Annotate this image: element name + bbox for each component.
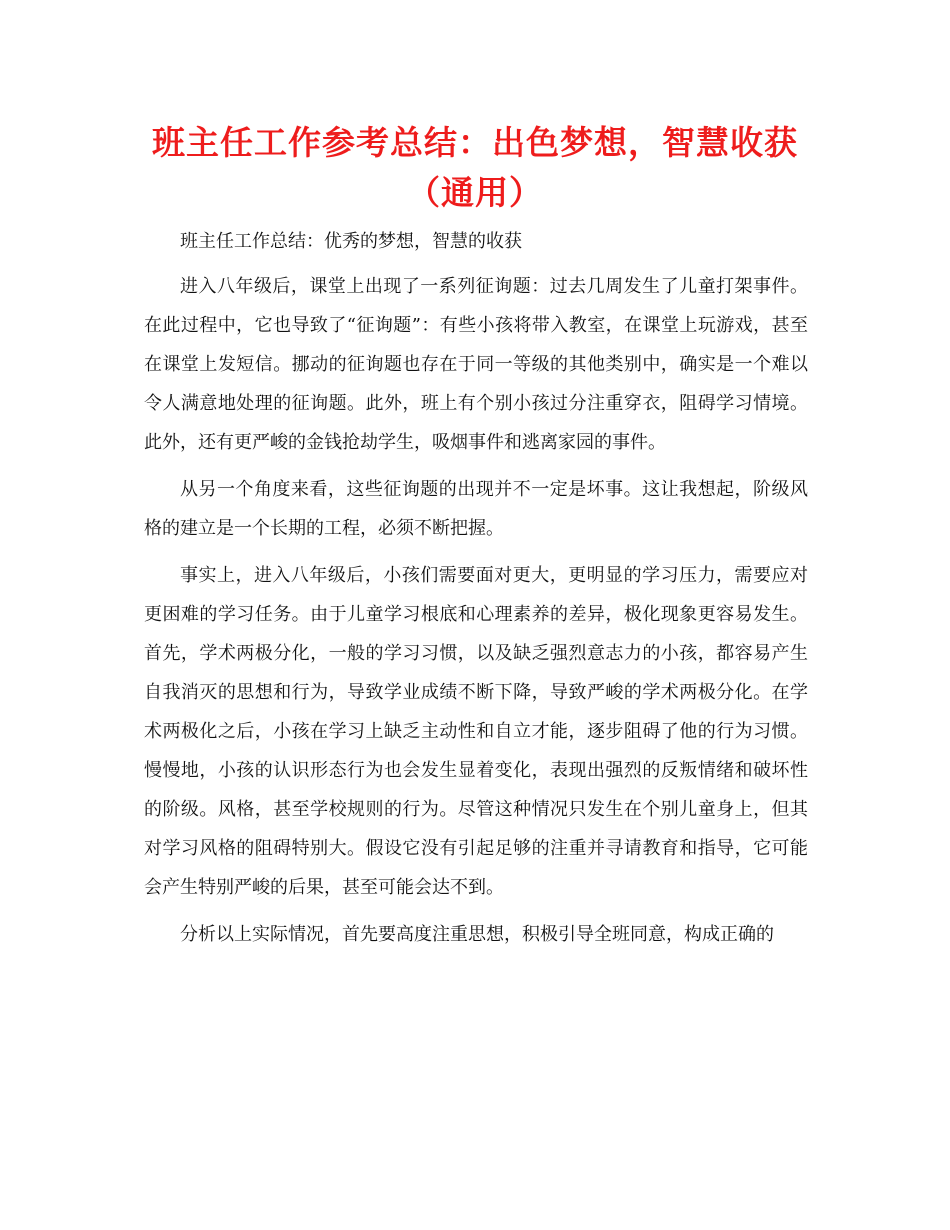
document-title: 班主任工作参考总结：出色梦想，智慧收获（通用） (152, 123, 798, 212)
paragraph-3: 事实上，进入八年级后，小孩们需要面对更大，更明显的学习压力，需要应对更困难的学习任务。由于儿童学习根底和心理素养的差异，极化现象更容易发生。首先，学术两极分化，一般的学习习惯，以及缺乏强烈意志力的小孩，都容易产生自我消灭的思想和行为，导致学业成绩不断下降，导致严峻的学术两极分化。在学术两极化之后，小孩在学习上缺乏主动性和自立才能，逐步阻碍了他的行为习惯。慢慢地，小孩的认识形态行为也会发生显着变化，表现出强烈的反叛情绪和破坏性的阶级。风格，甚至学校规则的行为。尽管这种情况只发生在个别儿童身上，但其对学习风格的阻碍特别大。假设它没有引起足够的注重并寻请教育和指导，它可能会产生特别严峻的后果，甚至可能会达不到。 (144, 565, 808, 898)
paragraph-1: 进入八年级后，课堂上出现了一系列征询题：过去几周发生了儿童打架事件。在此过程中，它也导致了“征询题”：有些小孩将带入教室，在课堂上玩游戏，甚至在课堂上发短信。挪动的征询题也存在于同一等级的其他类别中，确实是一个难以令人满意地处理的征询题。此外，班上有个别小孩过分注重穿衣，阻碍学习情境。此外，还有更严峻的金钱抢劫学生，吸烟事件和逃离家园的事件。 (144, 276, 808, 453)
document-body (144, 222, 808, 962)
paragraph-4: 分析以上实际情况，首先要高度注重思想，积极引导全班同意，构成正确的 (180, 924, 774, 945)
document-subtitle: 班主任工作总结：优秀的梦想，智慧的收获 (180, 231, 522, 252)
paragraph-2: 从另一个角度来看，这些征询题的出现并不一定是坏事。这让我想起，阶级风格的建立是一个长期的工程，必须不断把握。 (144, 479, 808, 539)
